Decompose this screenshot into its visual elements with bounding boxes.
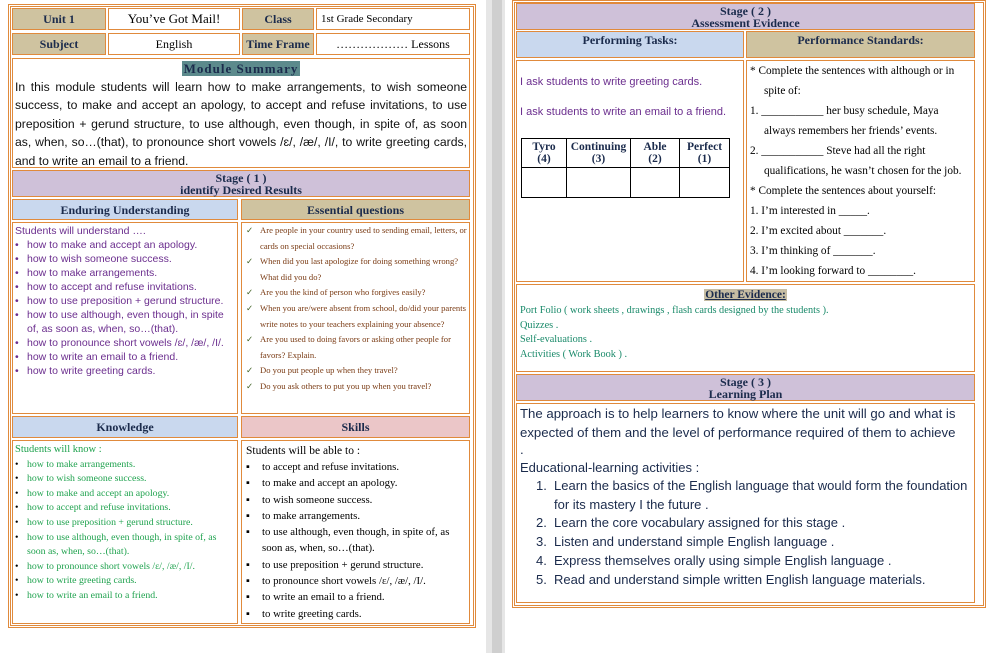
module-summary-text: In this module students will learn how to make arrangements, to wish someone success, to make and accept an apology, to accept and refuse invitations, to use preposition + gerund structure, to use although, even though, in spite of, as soon as, when, so…(that), to pronounce short vowels /ɛ/, /æ/, /I/, to write greeting cards, and to write an email to a friend.	[15, 80, 467, 168]
stage2-title: Stage ( 2 )	[720, 3, 771, 18]
essential-questions-body	[241, 222, 470, 414]
unit-title: You’ve Got Mail!	[108, 8, 240, 30]
class-value: 1st Grade Secondary	[316, 8, 470, 30]
list-item: Activities ( Work Book ) .	[520, 348, 628, 360]
stage3-header	[516, 374, 975, 401]
list-item: how to use although, even though, in spite of, as soon as, when, so…(that).	[27, 531, 217, 558]
list-item: how to write an email to a friend.	[27, 351, 179, 363]
essential-questions-header: Essential questions	[241, 199, 470, 220]
performing-tasks-header: Performing Tasks:	[516, 31, 744, 58]
list-item: Learn the basics of the English language that would form the foundation for its mastery I the future .	[554, 478, 968, 512]
skills-body	[241, 440, 470, 624]
list-item: Do you put people up when they travel?	[260, 365, 398, 376]
list-item: how to accept and refuse invitations.	[27, 281, 197, 293]
list-item: Express themselves orally using simple English language .	[554, 552, 892, 568]
list-item: how to write greeting cards.	[27, 365, 156, 377]
check-icon: ✓	[246, 225, 254, 235]
unit-label: Unit 1	[12, 8, 106, 30]
rubric-score: (1)	[697, 153, 712, 165]
stage3-title: Stage ( 3 )	[720, 374, 771, 389]
standards-line: 1. ___________ her busy schedule, Maya	[750, 105, 939, 117]
module-summary-box	[12, 58, 470, 168]
list-item: how to accept and refuse invitations.	[27, 502, 171, 514]
list-item: how to make and accept an apology.	[27, 239, 198, 251]
rubric-score: (2)	[648, 153, 662, 165]
check-icon: ✓	[246, 287, 254, 298]
list-item: When did you last apologize for doing something wrong? What did you do?	[260, 256, 459, 282]
standards-line: 2. ___________ Steve had all the right	[750, 145, 926, 157]
list-item: how to use preposition + gerund structure.	[27, 295, 224, 307]
rubric-table	[521, 138, 730, 198]
list-item: Self-evaluations .	[520, 334, 593, 346]
skills-header: Skills	[241, 416, 470, 438]
stage1-title: Stage ( 1 )	[215, 170, 267, 185]
standards-line: qualifications, he wasn’t chosen for the job.	[764, 165, 962, 177]
performing-tasks-body	[516, 60, 744, 282]
list-item: how to use preposition + gerund structure.	[27, 516, 193, 528]
check-icon: ✓	[246, 302, 254, 313]
rubric-cell[interactable]	[567, 168, 631, 198]
item-number: 5.	[536, 571, 547, 587]
check-icon: ✓	[246, 380, 254, 391]
list-item: how to pronounce short vowels /ɛ/, /æ/, /I/.	[27, 560, 195, 572]
list-item: how to make and accept an apology.	[27, 487, 170, 499]
task-line-1: I ask students to write greeting cards.	[520, 76, 703, 88]
activities-label: Educational-learning activities :	[520, 460, 700, 475]
item-number: 3.	[536, 534, 547, 550]
standards-line: always remembers her friends’ events.	[764, 125, 938, 137]
learning-plan-intro: The approach is to help learners to know where the unit will go and what is expected of them and the level of performance required of them to achieve	[520, 406, 956, 440]
list-item: to make arrangements.	[262, 509, 361, 522]
rubric-cell[interactable]	[522, 168, 567, 198]
class-label: Class	[242, 8, 314, 30]
knowledge-intro: Students will know :	[15, 444, 102, 455]
task-line-2: I ask students to write an email to a friend.	[520, 106, 727, 118]
list-item: how to make arrangements.	[27, 267, 158, 279]
knowledge-list: • how to make arrangements. • how to wish someone success. • how to make and accept an apology. • how to accept and refuse invitations. • how to use preposition + gerund structure. • how to use although, even though, in spite of, as soon as, when, so…(that). • how to pronounce short vowels /ɛ/, /æ/, /I/. • how to write greeting cards. • how to write an email to a friend.	[15, 458, 235, 604]
list-item: Read and understand simple written English language materials.	[554, 571, 926, 587]
rubric-label: Tyro	[532, 141, 556, 153]
item-number: 4.	[536, 552, 547, 568]
list-item: Are you the kind of person who forgives easily?	[260, 287, 426, 298]
stage1-header	[12, 170, 470, 197]
list-item: to write an email to a friend.	[262, 591, 385, 604]
check-icon: ✓	[246, 256, 254, 267]
activities-list	[520, 477, 971, 589]
enduring-understanding-header: Enduring Understanding	[12, 199, 238, 220]
performance-standards-body	[746, 60, 975, 282]
other-evidence-list	[517, 304, 974, 362]
standards-line: 4. I’m looking forward to ________.	[750, 265, 916, 277]
list-item: how to wish someone success.	[27, 473, 147, 485]
scrollbar[interactable]	[492, 0, 502, 653]
list-item: to wish someone success.	[262, 493, 373, 506]
standards-line: spite of:	[764, 85, 801, 97]
list-item: Are you used to doing favors or asking other people for favors? Explain.	[260, 334, 451, 360]
timeframe-value: ……………… Lessons	[316, 33, 470, 55]
standards-line: 3. I’m thinking of _______.	[750, 245, 876, 257]
item-number: 2.	[536, 515, 547, 531]
list-item: how to use although, even though, in spite of, as soon as, when, so…(that).	[27, 309, 224, 335]
standards-line: * Complete the sentences with although or in	[750, 65, 955, 77]
skills-list: ▪ to accept and refuse invitations. ▪ to make and accept an apology. ▪ to wish someone success. ▪ to make arrangements. ▪ to use although, even though, in spite of, as soon as, when, so…(that). ▪ to use preposition + gerund structure. ▪ to pronounce short vowels /ɛ/, /æ/, /I/. ▪ to write an email to a friend. ▪ to write greeting cards.	[246, 459, 465, 622]
rubric-cell[interactable]	[631, 168, 680, 198]
enduring-understanding-body	[12, 222, 238, 414]
performance-standards-header: Performance Standards:	[746, 31, 975, 58]
list-item: Learn the core vocabulary assigned for this stage .	[554, 515, 846, 531]
list-item: to use preposition + gerund structure.	[262, 558, 424, 571]
list-item: how to make arrangements.	[27, 458, 136, 470]
knowledge-body	[12, 440, 238, 624]
subject-value: English	[108, 33, 240, 55]
stage3-subtitle: Learning Plan	[708, 386, 783, 401]
list-item: to accept and refuse invitations.	[262, 461, 400, 473]
list-item: how to pronounce short vowels /ɛ/, /æ/, /I/.	[27, 337, 224, 349]
document-page-2	[505, 0, 990, 653]
list-item: to use although, even though, in spite of, as soon as, when, so…(that).	[262, 526, 450, 555]
list-item: Port Folio ( work sheets , drawings , flash cards designed by the students ).	[520, 305, 829, 316]
list-item: Do you ask others to put you up when you travel?	[260, 380, 432, 391]
standards-line: * Complete the sentences about yourself:	[750, 185, 937, 197]
standards-line: 1. I’m interested in _____.	[750, 205, 870, 217]
list-item: Quizzes .	[520, 319, 559, 331]
standards-list	[750, 61, 971, 281]
knowledge-header: Knowledge	[12, 416, 238, 438]
check-icon: ✓	[246, 334, 254, 345]
check-icon: ✓	[246, 365, 254, 376]
document-page-1	[0, 0, 486, 653]
subject-label: Subject	[12, 33, 106, 55]
list-item: how to write greeting cards.	[27, 575, 137, 587]
learning-plan-dot: .	[520, 442, 524, 457]
rubric-score: (3)	[591, 153, 606, 165]
list-item: to pronounce short vowels /ɛ/, /æ/, /I/.	[262, 575, 426, 588]
enduring-list: • how to make and accept an apology. • how to wish someone success. • how to make arrangements. • how to accept and refuse invitations. • how to use preposition + gerund structure. • how to use although, even though, in spite of, as soon as, when, so…(that). • how to pronounce short vowels /ɛ/, /æ/, /I/. • how to write an email to a friend. • how to write greeting cards.	[15, 238, 235, 378]
list-item: how to wish someone success.	[27, 253, 172, 265]
rubric-label: Perfect	[686, 141, 723, 153]
list-item: Listen and understand simple English language .	[554, 534, 835, 550]
module-summary-title: Module Summary	[183, 61, 299, 76]
standards-line: 2. I’m excited about _______.	[750, 225, 887, 237]
stage1-subtitle: identify Desired Results	[180, 182, 302, 197]
item-number: 1.	[536, 478, 547, 493]
skills-intro: Students will be able to :	[246, 445, 361, 457]
learning-plan-body	[516, 403, 975, 603]
rubric-label: Continuing	[570, 141, 627, 153]
stage2-header	[516, 3, 975, 30]
list-item: to write greeting cards.	[262, 607, 362, 620]
rubric-score: (4)	[537, 153, 551, 165]
rubric-cell[interactable]	[680, 168, 730, 198]
other-evidence-title: Other Evidence:	[705, 289, 786, 301]
rubric-label: Able	[643, 141, 667, 153]
stage2-subtitle: Assessment Evidence	[691, 15, 800, 30]
list-item: Are people in your country used to sending email, letters, or cards on special occasions?	[260, 225, 467, 251]
list-item: to make and accept an apology.	[262, 477, 398, 490]
other-evidence-box	[516, 284, 975, 372]
list-item: how to write an email to a friend.	[27, 589, 158, 601]
essential-list	[246, 223, 467, 395]
timeframe-label: Time Frame	[242, 33, 314, 55]
enduring-intro: Students will understand ….	[15, 225, 146, 237]
list-item: When you are/were absent from school, do/did your parents write notes to your teachers explaining your absence?	[260, 302, 466, 329]
